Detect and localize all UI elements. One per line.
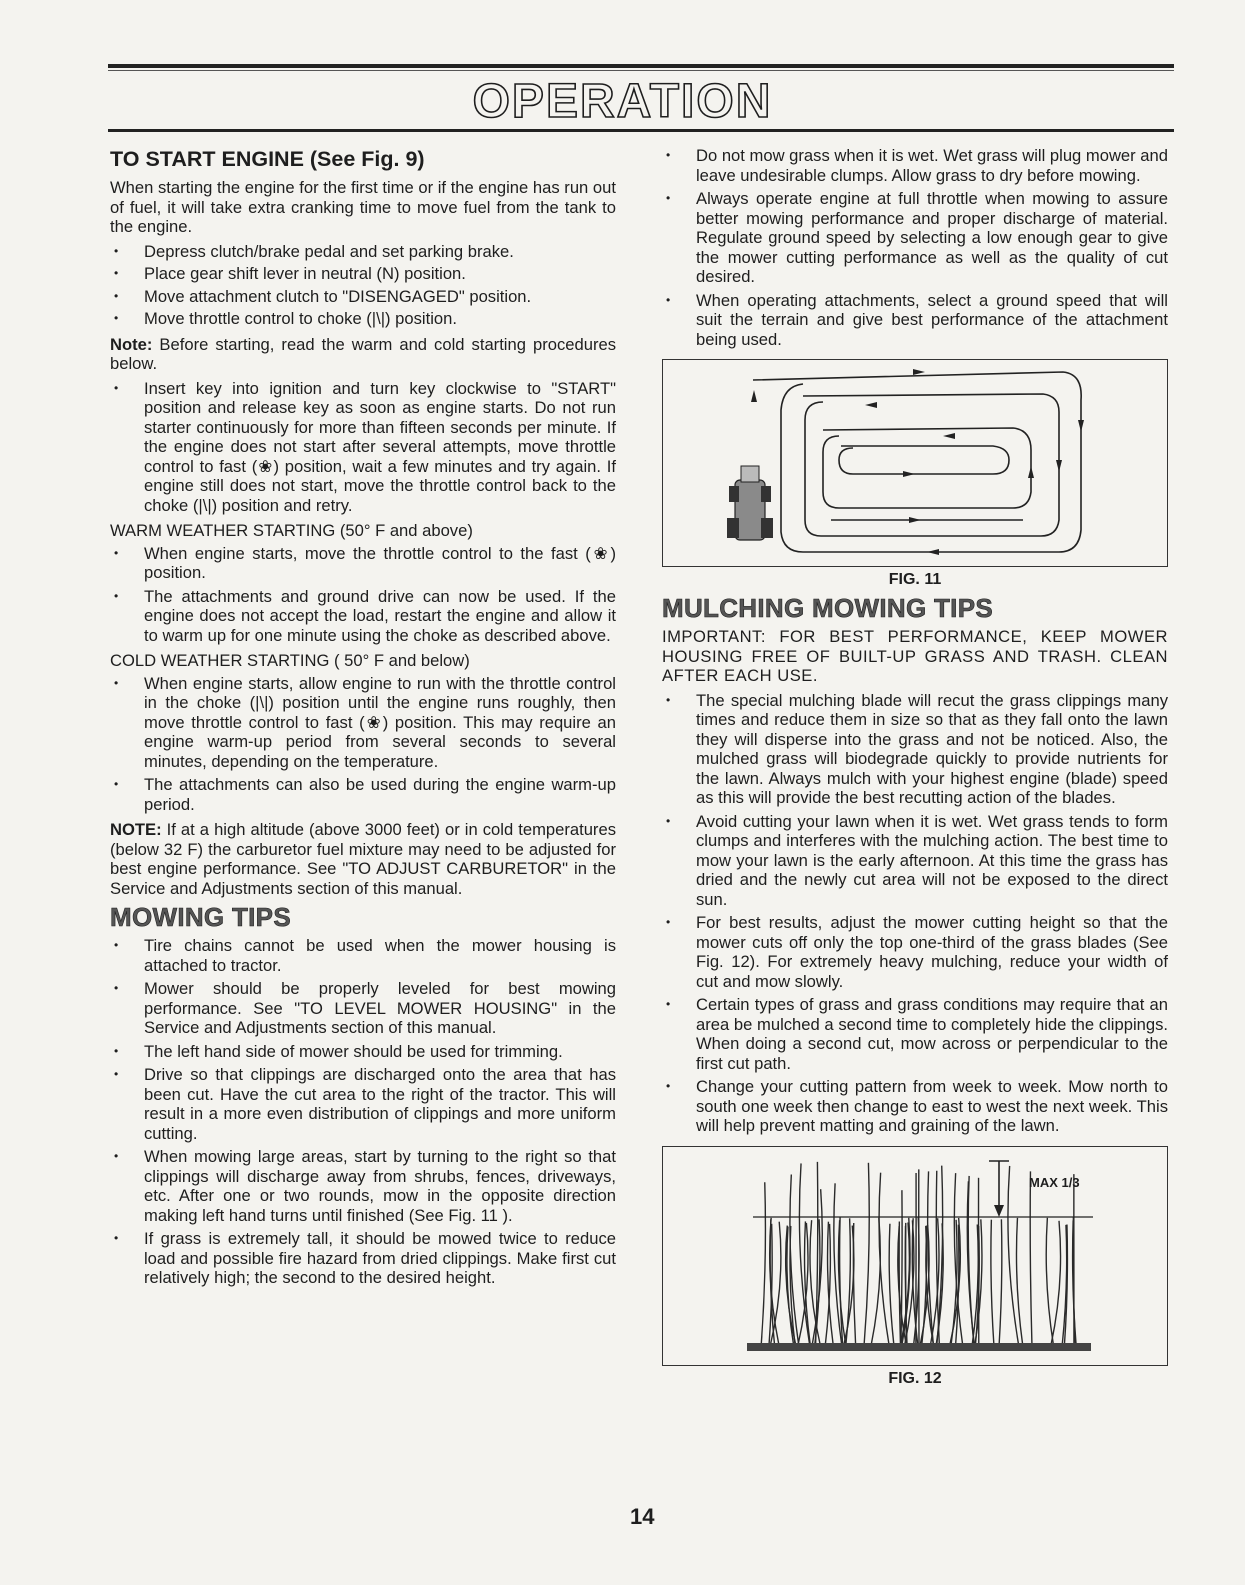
list-item: • Tire chains cannot be used when the mower housing is attached to tractor. [110, 936, 616, 975]
note-label: NOTE: [110, 820, 162, 839]
list-item: • The special mulching blade will recut the grass clippings many times and reduce them in size so that as they fall onto the lawn they will disperse into the grass and not be noticed. Also, the mulched grass will biodegrade quickly to provide nutrients for the lawn. Always mulch with your highest engine (blade) speed as this will provide the best recutting action of the blades. [662, 691, 1168, 808]
mulching-heading: MULCHING MOWING TIPS [662, 593, 993, 623]
cold-note [110, 820, 616, 898]
list-item: • Move throttle control to choke (|\|) position. [110, 309, 616, 329]
cold-list [110, 674, 616, 815]
start-steps-list [110, 242, 616, 329]
mowing-tips-list [110, 936, 616, 1288]
note-text: Before starting, read the warm and cold starting procedures below. [110, 334, 616, 373]
start-engine-intro: When starting the engine for the first time or if the engine has run out of fuel, it will take extra cranking time to move fuel from the tank to the engine. [110, 178, 616, 236]
list-item: • Do not mow grass when it is wet. Wet grass will plug mower and leave undesirable clumps. Allow grass to dry before mowing. [662, 146, 1168, 185]
list-item: • Certain types of grass and grass conditions may require that an area be mulched a second time to completely hide the clippings. When doing a second cut, mow across or perpendicular to the first cut path. [662, 995, 1168, 1073]
top-rule-thin [108, 70, 1174, 71]
left-column [110, 140, 616, 1294]
list-item: • When mowing large areas, start by turning to the right so that clippings will discharge away from shrubs, fences, driveways, etc. After one or two rounds, mow in the opposite direction making left hand turns until finished (See Fig. 11 ). [110, 1147, 616, 1225]
list-item: • Insert key into ignition and turn key clockwise to "START" position and release key as soon as engine starts. Do not run starter continuously for more than fifteen seconds per minute. If the engine does not start after several attempts, move throttle control to fast (❀) position, wait a few minutes and try again. If engine still does not start, move the throttle control back to the choke (|\|) position and retry. [110, 379, 616, 516]
page-title: OPERATION [472, 75, 773, 128]
list-item: • Move attachment clutch to "DISENGAGED" position. [110, 287, 616, 307]
page-number: 14 [630, 1504, 655, 1529]
fig12-grass-height [662, 1146, 1168, 1366]
fig12-caption: FIG. 12 [888, 1369, 942, 1387]
important-note: IMPORTANT: FOR BEST PERFORMANCE, KEEP MOWER HOUSING FREE OF BUILT-UP GRASS AND TRASH. CLEAN AFTER EACH USE. [662, 627, 1168, 685]
fig11-mowing-pattern [662, 359, 1168, 567]
note-text: If at a high altitude (above 3000 feet) or in cold temperatures (below 32 F) the carburetor fuel mixture may need to be adjusted for best engine performance. See "TO ADJUST CARBURETOR" in the Service and Adjustments section of this manual. [110, 820, 616, 898]
list-item: • If grass is extremely tall, it should be mowed twice to reduce load and possible fire hazard from dried clippings. Make first cut relatively high; the second to the desired height. [110, 1229, 616, 1288]
top-rule [108, 64, 1174, 68]
list-item: • When operating attachments, select a ground speed that will suit the terrain and give best performance of the attachment being used. [662, 291, 1168, 350]
mowing-tips-heading: MOWING TIPS [110, 902, 291, 932]
list-item: • Always operate engine at full throttle when mowing to assure better mowing performance and proper discharge of material. Regulate ground speed by selecting a low enough gear to give the mower cutting performance as well as the quality of cut desired. [662, 189, 1168, 287]
title-rule [108, 129, 1174, 132]
grass-illustration [663, 1147, 1167, 1363]
max-cut-label: MAX 1/3 [1029, 1174, 1080, 1190]
mowing-pattern-diagram [663, 360, 1167, 564]
start-note [110, 335, 616, 374]
mowing-tips-cont-list [662, 146, 1168, 349]
right-column [662, 146, 1168, 1394]
list-item: • Place gear shift lever in neutral (N) position. [110, 264, 616, 284]
note-label: Note: [110, 334, 153, 354]
warm-heading: WARM WEATHER STARTING (50° F and above) [110, 521, 473, 540]
list-item: • Mower should be properly leveled for best mowing performance. See "TO LEVEL MOWER HOUSING" in the Service and Adjustments section of this manual. [110, 979, 616, 1038]
list-item: • For best results, adjust the mower cutting height so that the mower cuts off only the top one-third of the grass blades (See Fig. 12). For extremely heavy mulching, reduce your width of cut and mow slowly. [662, 913, 1168, 991]
list-item: • Drive so that clippings are discharged onto the area that has been cut. Have the cut area to the right of the tractor. This will result in a more even distribution of clippings and more uniform cutting. [110, 1065, 616, 1143]
list-item: • Change your cutting pattern from week to week. Mow north to south one week then change to east to west the next week. This will help prevent matting and graining of the lawn. [662, 1077, 1168, 1136]
start-engine-heading: TO START ENGINE (See Fig. 9) [110, 147, 425, 171]
list-item: • The attachments and ground drive can now be used. If the engine does not accept the load, restart the engine and allow it to warm up for one minute using the choke as described above. [110, 587, 616, 646]
list-item: • The attachments can also be used during the engine warm-up period. [110, 775, 616, 814]
insert-key-list [110, 379, 616, 516]
list-item: • Depress clutch/brake pedal and set parking brake. [110, 242, 616, 262]
list-item: • Avoid cutting your lawn when it is wet. Wet grass tends to form clumps and interferes with the mulching action. The best time to mow your lawn is the early afternoon. At this time the grass has dried and the newly cut area will not be exposed to the direct sun. [662, 812, 1168, 910]
warm-list [110, 544, 616, 646]
mulching-list [662, 691, 1168, 1136]
list-item: • When engine starts, move the throttle control to the fast (❀) position. [110, 544, 616, 583]
tractor-icon [727, 466, 773, 540]
list-item: • When engine starts, allow engine to run with the throttle control in the choke (|\|) position until the engine runs roughly, then move throttle control to fast (❀) position. This may require an engine warm-up period from several seconds to several minutes, depending on the temperature. [110, 674, 616, 772]
list-item: • The left hand side of mower should be used for trimming. [110, 1042, 616, 1062]
cold-heading: COLD WEATHER STARTING ( 50° F and below) [110, 651, 470, 670]
fig11-caption: FIG. 11 [888, 571, 942, 588]
